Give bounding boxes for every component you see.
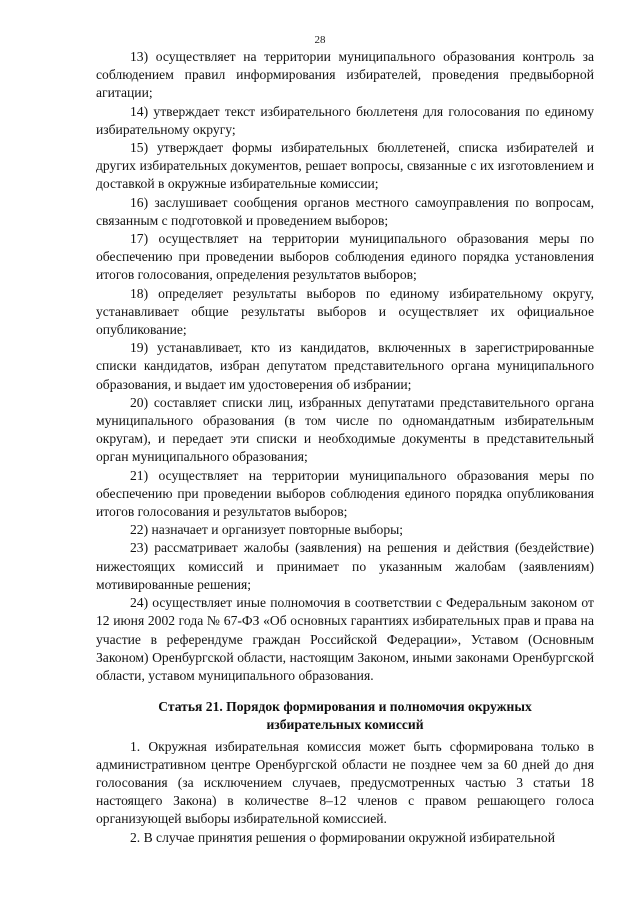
article-title-line-1: Статья 21. Порядок формирования и полномочия окружных: [158, 699, 532, 715]
paragraph-item-14: 14) утверждает текст избирательного бюллетеня для голосования по единому избирательному округу;: [96, 103, 594, 137]
paragraph-item-16: 16) заслушивает сообщения органов местного самоуправления по вопросам, связанным с подготовкой и проведением выборов;: [96, 194, 594, 228]
paragraph-item-21: 21) осуществляет на территории муниципального образования меры по обеспечению при проведении выборов соблюдения единого порядка опубликования итогов голосования и результатов выборов;: [96, 467, 594, 520]
page-number: 28: [314, 34, 326, 46]
paragraph-item-19: 19) устанавливает, кто из кандидатов, включенных в зарегистрированные списки кандидатов, избран депутатом представительного органа муниципального образования, и выдает им удостоверения об избрании;: [96, 340, 594, 392]
paragraph-item-20: 20) составляет списки лиц, избранных депутатами представительного органа муниципального образования (в том числе по одномандатным избирательным округам), и передает эти списки и необходимые документы в представительный орган муниципального образования;: [96, 394, 594, 465]
paragraph-item-23: 23) рассматривает жалобы (заявления) на решения и действия (бездействие) нижестоящих комиссий и принимает по указанным жалобам (заявлениям) мотивированные решения;: [96, 540, 594, 592]
paragraph-item-15: 15) утверждает формы избирательных бюллетеней, списка избирателей и других избирательных документов, решает вопросы, связанные с их изготовлением и доставкой в окружные избирательные комиссии;: [96, 140, 594, 192]
paragraph-item-22: 22) назначает и организует повторные выборы;: [130, 522, 404, 538]
paragraph-item-13: 13) осуществляет на территории муниципального образования контроль за соблюдением правил информирования избирателей, проведения предвыборной агитации;: [96, 49, 594, 101]
article-title-line-2: избирательных комиссий: [266, 717, 424, 733]
article-paragraph-1: 1. Окружная избирательная комиссия может быть сформирована только в административном центре Оренбургской области не позднее чем за 60 дней до дня голосования (за исключением случаев, предусмотренных частью 3 статьи 18 настоящего Закона) в количестве 8–12 членов с правом решающего голоса организующей выборы избирательной комиссией.: [96, 738, 594, 827]
paragraph-item-17: 17) осуществляет на территории муниципального образования меры по обеспечению при проведении выборов соблюдения единого порядка установления итогов голосования, определения результатов выборов;: [96, 231, 594, 283]
paragraph-item-18: 18) определяет результаты выборов по единому избирательному округу, устанавливает общие результаты выборов и осуществляет их официальное опубликование;: [96, 285, 594, 338]
article-heading: [96, 698, 594, 734]
document-body: [96, 48, 594, 847]
article-paragraph-2: 2. В случае принятия решения о формировании окружной избирательной: [130, 829, 555, 845]
paragraph-item-24: 24) осуществляет иные полномочия в соответствии с Федеральным законом от 12 июня 2002 года № 67-ФЗ «Об основных гарантиях избирательных прав и права на участие в референдуме граждан Российской Федерации», Уставом (Основным Законом) Оренбургской области, настоящим Законом, иными законами Оренбургской области, уставом муниципального образования.: [96, 595, 594, 683]
